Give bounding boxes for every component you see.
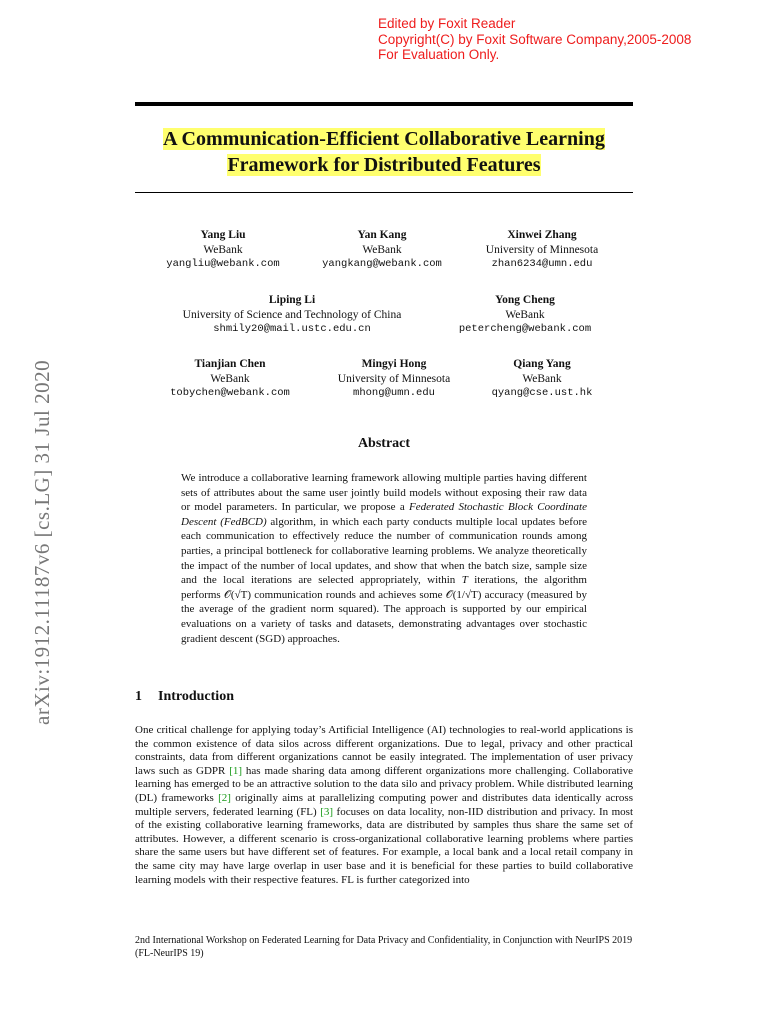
footnote: 2nd International Workshop on Federated Learning for Data Privacy and Confidentiality, in Conjunction with NeurIPS 2019 (FL-NeurIPS 19) [135, 935, 633, 959]
watermark-line-3: For Evaluation Only. [378, 47, 500, 62]
author-block [152, 293, 432, 337]
math-symbol: T [461, 574, 468, 587]
intro-text: focuses on data locality, non-IID distribution and privacy. In most of the existing collaborative learning frameworks, data are distributed by samples thus share the same set of attributes. However, a different scenario is cross-organizational collaborative learning problems where parties share the same users but have different set of features. For example, a local bank and a local retail company in the same city may have large overlap in user base and it is beneficial for these parties to build collaborative learning models with their respective features. FL is further categorized into [135, 805, 634, 886]
intro-text: One critical challenge for applying today’s Artificial Intelligence (AI) technologies to real-world applications is the common existence of data silos across different organizations. Due to legal, privacy and other practical constraints, data from different organizations cannot be easily integrated. The implementation of user privacy laws such as GDPR [135, 724, 633, 777]
arxiv-stamp-text: arXiv:1912.11187v6 [cs.LG] 31 Jul 2020 [30, 359, 54, 725]
foxit-watermark [378, 16, 691, 63]
paper-title [135, 126, 633, 178]
math-expression: 𝒪(√T) [223, 588, 251, 601]
author-affiliation: WeBank [505, 308, 545, 321]
section-number: 1 [135, 689, 142, 704]
author-email: zhan6234@umn.edu [491, 258, 593, 270]
introduction-body [135, 724, 633, 887]
author-email: petercheng@webank.com [458, 323, 592, 335]
author-email: yangkang@webank.com [322, 258, 442, 270]
author-name: Xinwei Zhang [507, 229, 577, 241]
title-line-1: A Communication-Efficient Collaborative Learning [163, 128, 605, 150]
author-affiliation: WeBank [522, 372, 562, 385]
title-line-2: Framework for Distributed Features [227, 154, 541, 176]
author-email: mhong@umn.edu [353, 387, 435, 399]
citation-link[interactable]: [1] [229, 764, 243, 777]
citation-link[interactable]: [2] [218, 791, 231, 804]
watermark-line-2: Copyright(C) by Foxit Software Company,2005-2008 [378, 31, 692, 47]
author-affiliation: University of Science and Technology of China [182, 308, 402, 321]
watermark-line-1: Edited by Foxit Reader [378, 16, 516, 31]
abstract-body [181, 471, 587, 646]
author-affiliation: WeBank [362, 243, 402, 256]
author-affiliation: WeBank [210, 372, 250, 385]
author-name: Liping Li [268, 294, 316, 306]
author-block [452, 228, 632, 272]
author-name: Yan Kang [357, 229, 407, 241]
abstract-text: accuracy (measured by the average of the gradient norm squared). The approach is supported by our empirical evaluations on a variety of tasks and datasets, demonstrating advantages over stochastic gradient descent (SGD) approaches. [181, 588, 587, 645]
title-top-rule [135, 102, 633, 106]
author-email: shmily20@mail.ustc.edu.cn [213, 323, 371, 335]
author-affiliation: University of Minnesota [337, 372, 451, 385]
abstract-heading: Abstract [357, 436, 411, 451]
author-name: Mingyi Hong [361, 358, 427, 370]
section-title: Introduction [158, 689, 234, 704]
citation-link[interactable]: [3] [320, 805, 334, 818]
author-name: Tianjian Chen [194, 358, 266, 370]
section-heading [135, 689, 234, 705]
title-bottom-rule [135, 192, 633, 193]
math-expression: 𝒪(1/√T) [445, 588, 482, 601]
intro-text: originally aims at parallelizing computing power and distributes data identically across multiple servers, federated learning (FL) [135, 791, 633, 818]
abstract-text: iterations, the algorithm performs [181, 574, 587, 601]
author-block [435, 293, 615, 337]
author-email: yangliu@webank.com [166, 258, 280, 270]
author-block [140, 357, 320, 401]
abstract-text: algorithm, in which each party conducts multiple local updates before each communication to effectively reduce the number of communication rounds among parties, a principal bottleneck for collaborative learning problems. We analyze theoretically the impact of the number of local updates, and show that when the batch size, sample size and the local iterations are selected appropriately, within [181, 515, 587, 587]
intro-text: has made sharing data among different organizations more challenging. Collaborative learning has emerged to be an attractive solution to the data silo and privacy problem. While distributed learning (DL) frameworks [135, 764, 633, 804]
author-email: tobychen@webank.com [170, 387, 290, 399]
author-name: Yang Liu [200, 229, 246, 241]
author-block [292, 228, 472, 272]
author-block [133, 228, 313, 272]
abstract-text: communication rounds and achieves some [250, 588, 446, 601]
abstract-text: We introduce a collaborative learning framework allowing multiple parties having different sets of attributes about the same user jointly build models without exposing their raw data or model parameters. In particular, we propose a [181, 472, 587, 514]
method-name: Federated Stochastic Block Coordinate Descent (FedBCD) [181, 501, 587, 528]
author-name: Qiang Yang [513, 358, 571, 370]
author-email: qyang@cse.ust.hk [491, 387, 593, 399]
author-affiliation: WeBank [203, 243, 243, 256]
author-affiliation: University of Minnesota [485, 243, 599, 256]
author-name: Yong Cheng [495, 294, 555, 306]
author-block [452, 357, 632, 401]
